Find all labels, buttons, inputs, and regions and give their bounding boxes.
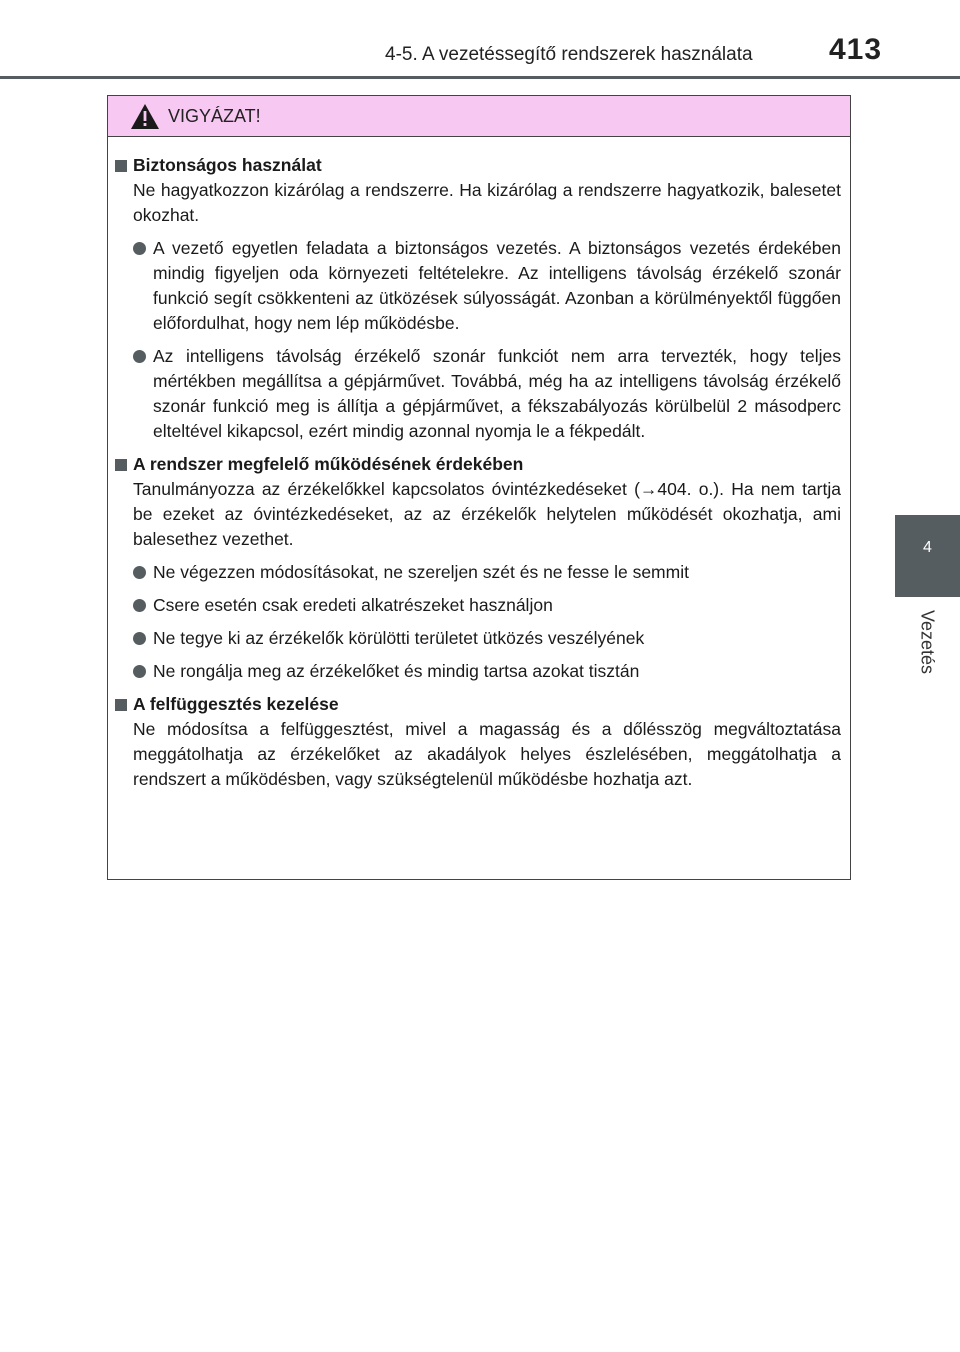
- chapter-number: 4: [923, 539, 932, 556]
- round-bullet-icon: [133, 665, 146, 678]
- section-heading: [108, 452, 841, 477]
- warning-body: [108, 137, 850, 792]
- section-title: 4-5. A vezetéssegítő rendszerek használata: [385, 44, 753, 65]
- list-item: [108, 560, 841, 585]
- list-item: [108, 236, 841, 336]
- section-heading-text: A felfüggesztés kezelése: [133, 694, 339, 714]
- section-suspension: [108, 692, 841, 792]
- list-item-text: Ne végezzen módosításokat, ne szereljen szét és ne fesse le semmit: [153, 562, 689, 582]
- page-header: [0, 0, 960, 80]
- chapter-tab: [895, 515, 960, 597]
- list-item: [108, 344, 841, 444]
- list-item-text: Az intelligens távolság érzékelő szonár funkciót nem arra tervezték, hogy teljes mértékben megállítsa a gépjárművet. Továbbá, még ha az intelligens távolság érzékelő szonár funkció meg is állítja a gépjárművet, a fékszabályozás körülbelül 2 másodperc elteltével kikapcsol, ezért mindig azonnal nyomja le a fékpedált.: [153, 346, 841, 441]
- list-item-text: Ne tegye ki az érzékelők körülötti területet ütközés veszélyének: [153, 628, 645, 648]
- square-bullet-icon: [115, 699, 127, 711]
- section-proper-operation: [108, 452, 841, 684]
- section-text: Ne módosítsa a felfüggesztést, mivel a magasság és a dőlésszög megváltoztatása meggátolhatja az érzékelőket az akadályok helyes észlelésében, meggátolhatja a rendszert a működésben, vagy szükségtelenül működésbe hozhatja azt.: [133, 719, 841, 789]
- square-bullet-icon: [115, 160, 127, 172]
- page-number: 413: [829, 33, 883, 66]
- warning-box: [107, 95, 851, 880]
- list-item-text: Csere esetén csak eredeti alkatrészeket használjon: [153, 595, 553, 615]
- round-bullet-icon: [133, 632, 146, 645]
- section-heading-text: A rendszer megfelelő működésének érdekében: [133, 454, 524, 474]
- section-heading-text: Biztonságos használat: [133, 155, 322, 175]
- list-item: [108, 659, 841, 684]
- round-bullet-icon: [133, 566, 146, 579]
- section-heading: [108, 692, 841, 717]
- round-bullet-icon: [133, 242, 146, 255]
- list-item-text: Ne rongálja meg az érzékelőket és mindig tartsa azokat tisztán: [153, 661, 640, 681]
- warning-title: VIGYÁZAT!: [168, 106, 261, 126]
- warning-triangle-icon: [130, 103, 160, 130]
- square-bullet-icon: [115, 459, 127, 471]
- warning-header: [108, 96, 850, 137]
- section-text: Tanulmányozza az érzékelőkkel kapcsolatos óvintézkedéseket (→404. o.). Ha nem tartja be ezeket az óvintézkedéseket, az az érzékelők helytelen működését okozhatja, ami balesethez vezethet.: [133, 479, 841, 549]
- round-bullet-icon: [133, 599, 146, 612]
- list-item-text: A vezető egyetlen feladata a biztonságos vezetés. A biztonságos vezetés érdekében mindig figyeljen oda környezeti feltételekre. Az intelligens távolság érzékelő szonár funkció segít csökkenteni az ütközések súlyosságát. Azonban a körülményektől függően előfordulhat, hogy nem lép működésbe.: [153, 238, 841, 333]
- list-item: [108, 626, 841, 651]
- section-heading: [108, 153, 841, 178]
- section-text: Ne hagyatkozzon kizárólag a rendszerre. Ha kizárólag a rendszerre hagyatkozik, balesetet okozhat.: [133, 180, 841, 225]
- header-divider: [0, 76, 960, 79]
- round-bullet-icon: [133, 350, 146, 363]
- chapter-label: Vezetés: [917, 609, 938, 675]
- list-item: [108, 593, 841, 618]
- section-safe-use: [108, 153, 841, 444]
